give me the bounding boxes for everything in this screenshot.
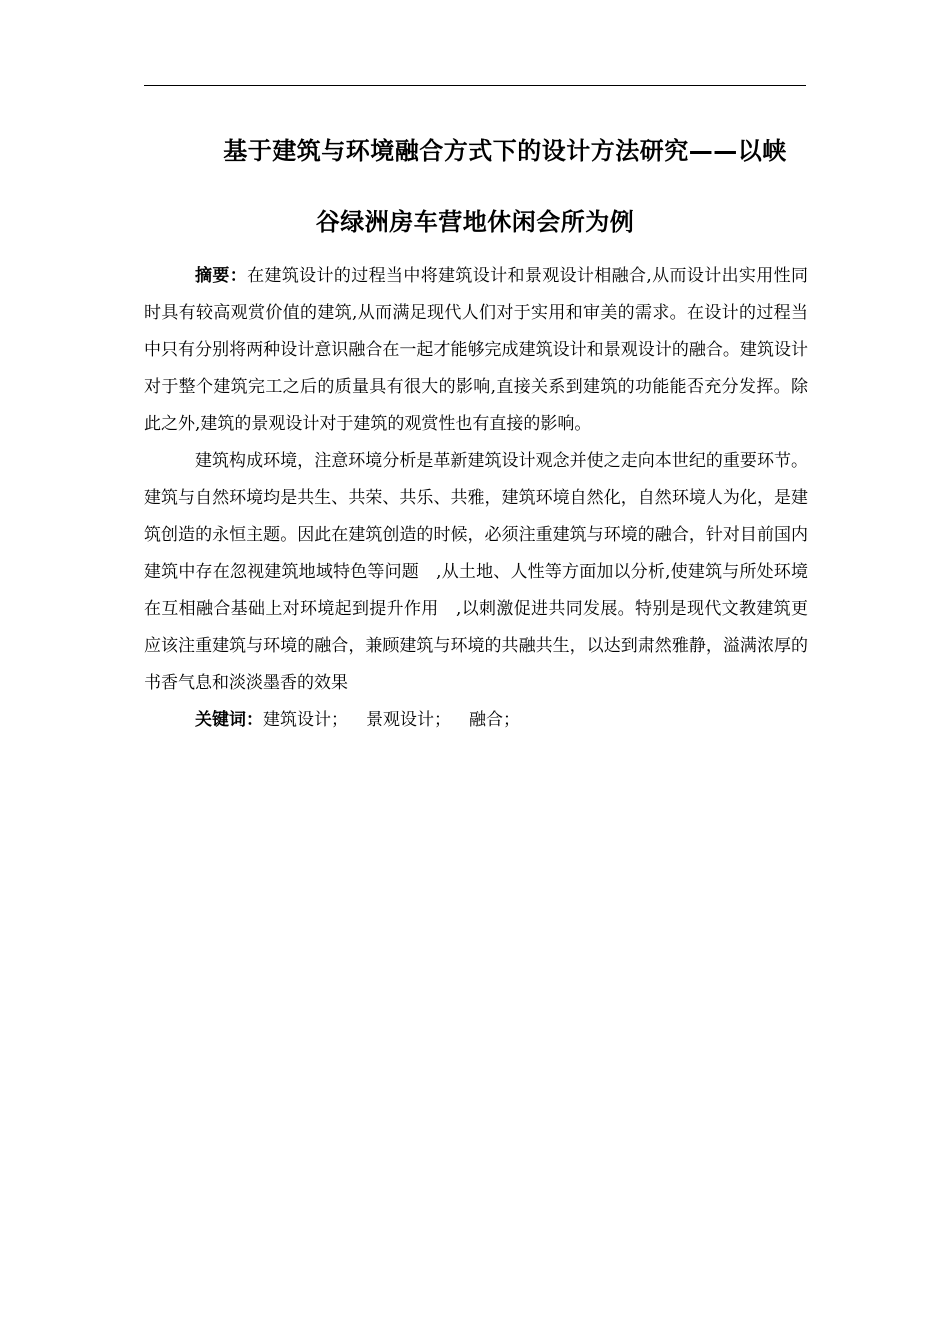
keywords-line xyxy=(144,702,808,739)
keyword-2: 景观设计； xyxy=(366,710,451,730)
abstract-text: 在建筑设计的过程当中将建筑设计和景观设计相融合,从而设计出实用性同时具有较高观赏价值的建筑,从而满足现代人们对于实用和审美的需求。在设计的过程当中只有分别将两种设计意识融合在一起才能够完成建筑设计和景观设计的融合。建筑设计对于整个建筑完工之后的质量具有很大的影响,直接关系到建筑的功能能否充分发挥。除此之外,建筑的景观设计对于建筑的观赏性也有直接的影响。 xyxy=(144,266,809,434)
keyword-1: 建筑设计； xyxy=(263,710,348,730)
abstract-label: 摘要： xyxy=(195,266,248,286)
keywords-label: 关键词： xyxy=(195,710,263,730)
title-line-2: 谷绿洲房车营地休闲会所为例 xyxy=(315,208,635,236)
abstract-section xyxy=(144,258,808,739)
header-rule xyxy=(144,85,806,86)
keyword-3: 融合； xyxy=(469,710,520,730)
body-paragraph-2: 建筑构成环境，注意环境分析是革新建筑设计观念并使之走向本世纪的重要环节。建筑与自然环境均是共生、共荣、共乐、共雅，建筑环境自然化，自然环境人为化，是建筑创造的永恒主题。因此在建筑创造的时候，必须注重建筑与环境的融合，针对目前国内建筑中存在忽视建筑地域特色等问题 ,从土地、人性等方面加以分析,使建筑与所处环境在互相融合基础上对环境起到提升作用 ,以刺激促进共同发展。特别是现代文教建筑更应该注重建筑与环境的融合，兼顾建筑与环境的共融共生，以达到肃然雅静，溢满浓厚的书香气息和淡淡墨香的效果 xyxy=(144,451,808,693)
paper-title xyxy=(144,128,806,270)
abstract-paragraph xyxy=(144,258,808,443)
title-line-1: 基于建筑与环境融合方式下的设计方法研究——以峡 xyxy=(223,137,787,165)
